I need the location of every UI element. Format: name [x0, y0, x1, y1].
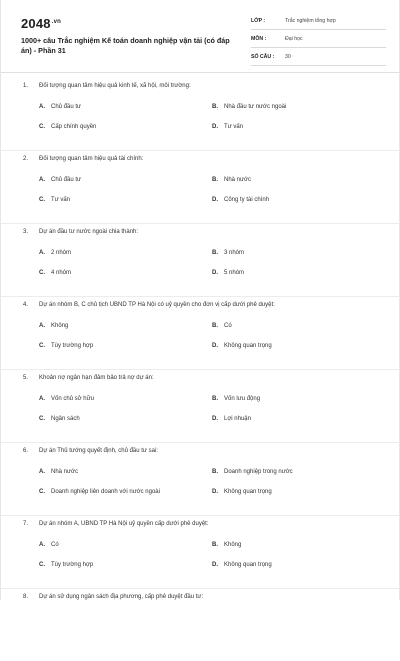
question-item [1, 297, 400, 370]
question-content: Đối tượng quan tâm hiệu quả kinh tế, xã hội, môi trường: [39, 83, 191, 89]
option-c[interactable] [39, 124, 96, 130]
option-text: 3 nhóm [224, 250, 245, 256]
option-a[interactable] [39, 250, 71, 256]
question-content: Dự án sử dụng ngân sách địa phương, cấp phê duyệt đầu tư: [39, 594, 204, 600]
option-letter: D. [212, 343, 218, 349]
option-text: Chủ đầu tư [51, 177, 82, 183]
option-b[interactable] [212, 250, 244, 256]
option-letter: A. [39, 469, 45, 475]
option-d[interactable] [212, 562, 272, 568]
question-item [1, 78, 400, 151]
question-item [1, 516, 400, 589]
document-title: 1000+ câu Trắc nghiệm Kế toán doanh nghiệp vận tải (có đáp án) - Phần 31 [21, 36, 230, 55]
question-text [23, 302, 383, 308]
question-number: 3. [23, 229, 29, 235]
option-d[interactable] [212, 416, 251, 422]
option-text: Nhà nước [51, 469, 78, 475]
option-a[interactable] [39, 104, 81, 110]
option-text: Không quan trọng [224, 343, 272, 349]
option-b[interactable] [212, 177, 251, 183]
option-b[interactable] [212, 542, 241, 548]
option-text: Tùy trường hợp [51, 562, 94, 568]
option-letter: C. [39, 562, 45, 568]
option-text: Chủ đầu tư [51, 104, 82, 110]
option-c[interactable] [39, 343, 93, 349]
option-letter: D. [212, 416, 218, 422]
option-letter: B. [212, 250, 218, 256]
question-content: Khoản nợ ngân hạn đảm bảo trả nợ dự án: [39, 375, 154, 381]
option-text: Tư vấn [224, 124, 244, 130]
option-letter: B. [212, 469, 218, 475]
option-text: Không quan trọng [224, 489, 272, 495]
site-logo[interactable] [21, 16, 61, 31]
option-d[interactable] [212, 197, 269, 203]
question-number: 8. [23, 594, 29, 600]
option-d[interactable] [212, 489, 272, 495]
option-letter: B. [212, 542, 218, 548]
option-text: 5 nhóm [224, 270, 245, 276]
option-text: Công ty tài chính [224, 197, 270, 203]
meta-value: 30 [285, 54, 291, 60]
question-number: 4. [23, 302, 29, 308]
option-text: Doanh nghiệp trong nước [224, 469, 293, 475]
option-c[interactable] [39, 562, 93, 568]
question-item [1, 370, 400, 443]
question-content: Dự án Thủ tướng quyết định, chủ đầu tư sai: [39, 448, 158, 454]
question-item [1, 151, 400, 224]
option-c[interactable] [39, 197, 70, 203]
meta-value: Trắc nghiệm tổng hợp [285, 18, 336, 24]
logo-tld: .vn [51, 19, 62, 25]
question-number: 7. [23, 521, 29, 527]
option-text: Doanh nghiệp liên doanh với nước ngoài [51, 489, 160, 495]
option-letter: D. [212, 489, 218, 495]
option-letter: B. [212, 396, 218, 402]
option-b[interactable] [212, 323, 232, 329]
meta-row-count [251, 50, 386, 66]
option-text: Vốn chủ sở hữu [51, 396, 94, 402]
option-letter: D. [212, 124, 218, 130]
meta-value: Đại học [285, 36, 303, 42]
meta-label: LỚP : [251, 18, 266, 24]
option-text: 2 nhóm [51, 250, 72, 256]
logo-main: 2048 [21, 16, 51, 31]
option-a[interactable] [39, 542, 59, 548]
option-a[interactable] [39, 396, 94, 402]
option-letter: C. [39, 197, 45, 203]
option-text: Tùy trường hợp [51, 343, 94, 349]
option-letter: A. [39, 542, 45, 548]
question-content: Dự án đầu tư nước ngoài chia thành: [39, 229, 139, 235]
question-list [1, 78, 400, 661]
option-letter: C. [39, 270, 45, 276]
option-letter: A. [39, 323, 45, 329]
question-item [1, 443, 400, 516]
question-number: 6. [23, 448, 29, 454]
option-letter: A. [39, 396, 45, 402]
option-letter: B. [212, 323, 218, 329]
question-text [23, 375, 383, 381]
option-letter: D. [212, 197, 218, 203]
option-letter: B. [212, 104, 218, 110]
question-text [23, 83, 383, 89]
option-letter: C. [39, 416, 45, 422]
option-letter: D. [212, 270, 218, 276]
question-text [23, 521, 383, 527]
option-d[interactable] [212, 343, 272, 349]
option-text: Không quan trọng [224, 562, 272, 568]
question-content: Dự án nhóm B, C chủ tịch UBND TP Hà Nội có uỷ quyền cho đơn vị cấp dưới phê duyệt: [39, 302, 275, 308]
option-text: Không [224, 542, 242, 548]
option-a[interactable] [39, 323, 68, 329]
option-b[interactable] [212, 469, 293, 475]
option-letter: A. [39, 104, 45, 110]
option-letter: A. [39, 250, 45, 256]
meta-row-class [251, 14, 386, 30]
option-text: Tư vấn [51, 197, 71, 203]
option-c[interactable] [39, 270, 71, 276]
option-text: Vốn lưu động [224, 396, 261, 402]
question-content: Đối tượng quan tâm hiệu quả tài chính: [39, 156, 144, 162]
option-d[interactable] [212, 270, 244, 276]
page-header [1, 0, 400, 72]
meta-row-subject [251, 32, 386, 48]
option-c[interactable] [39, 489, 160, 495]
meta-label: SỐ CÂU : [251, 54, 275, 60]
option-text: Lợi nhuận [224, 416, 251, 422]
option-letter: C. [39, 489, 45, 495]
option-text: Không [51, 323, 69, 329]
option-a[interactable] [39, 469, 78, 475]
exam-meta [251, 14, 386, 68]
option-text: Có [51, 542, 59, 548]
option-text: Có [224, 323, 232, 329]
question-number: 1. [23, 83, 29, 89]
question-text [23, 156, 383, 162]
option-text: Nhà nước [224, 177, 251, 183]
option-text: 4 nhóm [51, 270, 72, 276]
option-text: Cấp chính quyền [51, 124, 97, 130]
question-number: 5. [23, 375, 29, 381]
option-letter: C. [39, 343, 45, 349]
meta-label: MÔN : [251, 36, 267, 42]
option-c[interactable] [39, 416, 80, 422]
option-d[interactable] [212, 124, 243, 130]
option-text: Nhà đầu tư nước ngoài [224, 104, 287, 110]
header-divider [1, 72, 400, 73]
question-content: Dự án nhóm A, UBND TP Hà Nội uỷ quyền cấp dưới phê duyệt: [39, 521, 209, 527]
question-text [23, 229, 383, 235]
option-letter: B. [212, 177, 218, 183]
option-text: Ngân sách [51, 416, 80, 422]
question-text [23, 594, 383, 600]
option-letter: C. [39, 124, 45, 130]
option-a[interactable] [39, 177, 81, 183]
question-item [1, 224, 400, 297]
option-b[interactable] [212, 104, 286, 110]
option-letter: D. [212, 562, 218, 568]
option-letter: A. [39, 177, 45, 183]
question-text [23, 448, 383, 454]
option-b[interactable] [212, 396, 260, 402]
question-number: 2. [23, 156, 29, 162]
